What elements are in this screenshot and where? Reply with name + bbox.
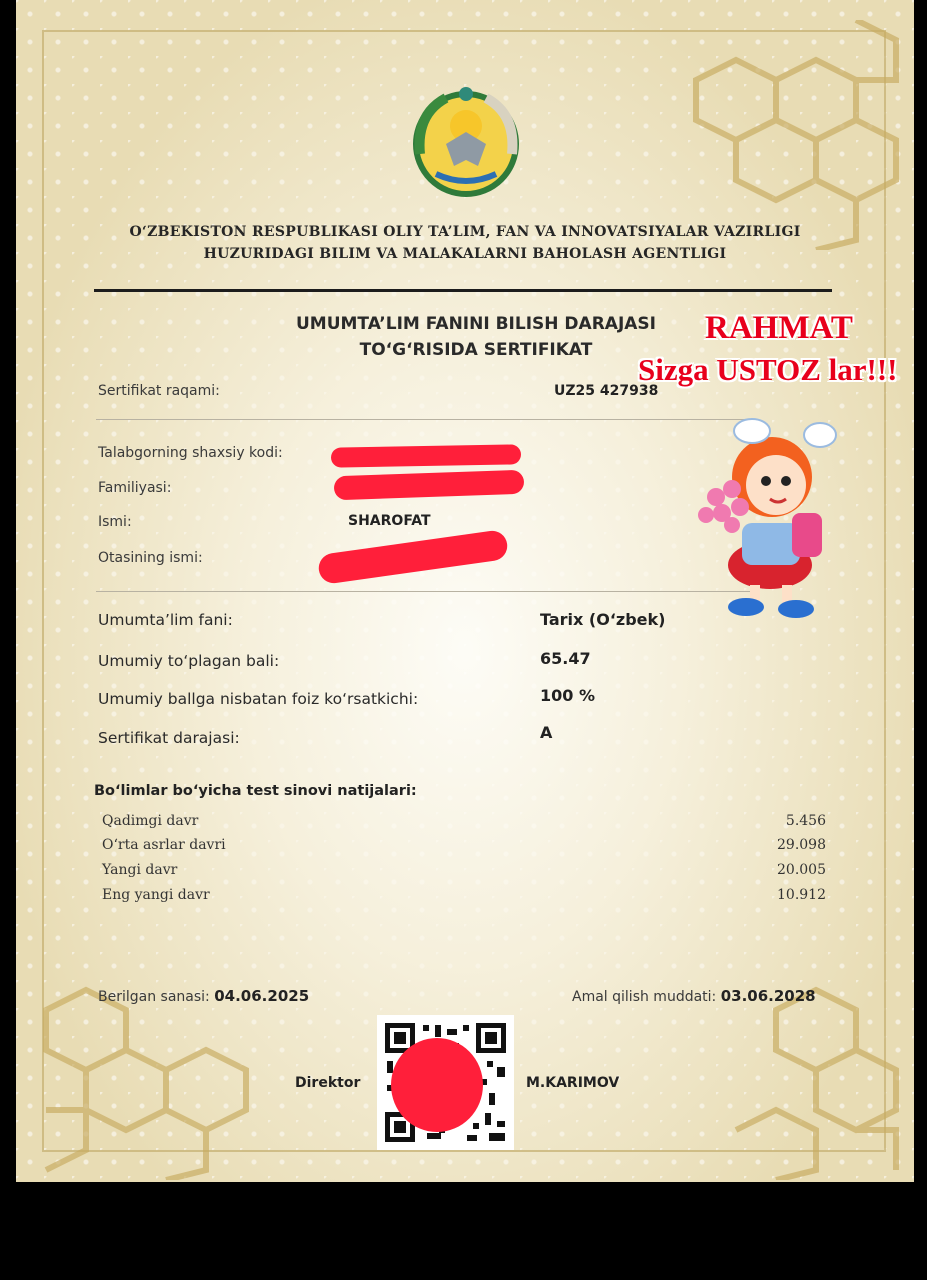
total-score-label: Umumiy to‘plagan bali: bbox=[98, 652, 280, 670]
divider-1 bbox=[96, 419, 754, 420]
cartoon-girl-sticker-icon bbox=[692, 405, 842, 625]
subject-label: Umumta’lim fani: bbox=[98, 611, 233, 629]
divider-2 bbox=[96, 591, 754, 592]
personal-code-label: Talabgorning shaxsiy kodi: bbox=[98, 445, 283, 461]
section-item-value: 5.456 bbox=[785, 813, 826, 829]
name-value: SHAROFAT bbox=[348, 513, 431, 529]
section-item-label: Qadimgi davr bbox=[102, 813, 199, 829]
patronymic-label: Otasining ismi: bbox=[98, 550, 203, 566]
name-label: Ismi: bbox=[98, 514, 132, 530]
corner-ornament-bottom-right bbox=[656, 950, 906, 1180]
total-score-value: 65.47 bbox=[540, 649, 591, 668]
section-item-label: Eng yangi davr bbox=[102, 887, 210, 903]
subject-value: Tarix (O‘zbek) bbox=[540, 610, 666, 629]
certificate-title-line-2: TO‘G‘RISIDA SERTIFIKAT bbox=[359, 340, 593, 360]
corner-ornament-top-right bbox=[656, 20, 906, 250]
certificate-number-label: Sertifikat raqami: bbox=[98, 383, 220, 399]
thanks-line-2: Sizga USTOZ lar!!! bbox=[638, 352, 898, 387]
valid-until-value: 03.06.2028 bbox=[720, 987, 816, 1005]
issued-date-label: Berilgan sanasi: bbox=[98, 989, 210, 1005]
valid-until bbox=[572, 987, 816, 1005]
section-item-value: 29.098 bbox=[777, 837, 826, 853]
grade-label: Sertifikat darajasi: bbox=[98, 729, 240, 747]
certificate-title-line-1: UMUMTA’LIM FANINI BILISH DARAJASI bbox=[295, 314, 656, 334]
grade-value: A bbox=[540, 723, 553, 742]
section-item-value: 20.005 bbox=[777, 862, 826, 878]
issued-date bbox=[98, 987, 309, 1005]
surname-label: Familiyasi: bbox=[98, 480, 172, 496]
section-item-label: Yangi davr bbox=[102, 862, 178, 878]
corner-ornament-bottom-left bbox=[36, 950, 286, 1180]
percent-value: 100 % bbox=[540, 686, 595, 705]
qr-redaction bbox=[391, 1038, 483, 1132]
director-label: Direktor bbox=[295, 1075, 361, 1091]
agency-line-2: HUZURIDAGI BILIM VA MALAKALARNI BAHOLASH AGENTLIGI bbox=[203, 246, 727, 262]
issued-date-value: 04.06.2025 bbox=[214, 987, 310, 1005]
qr-code bbox=[377, 1015, 514, 1150]
header-divider bbox=[94, 289, 832, 292]
state-emblem-icon bbox=[406, 84, 526, 199]
section-item-label: O‘rta asrlar davri bbox=[102, 837, 226, 853]
thanks-line-1: RAHMAT bbox=[705, 310, 853, 346]
valid-until-label: Amal qilish muddati: bbox=[572, 989, 717, 1005]
section-item-value: 10.912 bbox=[777, 887, 826, 903]
agency-line-1: O‘ZBEKISTON RESPUBLIKASI OLIY TA’LIM, FAN VA INNOVATSIYALAR VAZIRLIGI bbox=[129, 224, 801, 240]
certificate-number-value: UZ25 427938 bbox=[554, 383, 659, 399]
percent-label: Umumiy ballga nisbatan foiz ko‘rsatkichi: bbox=[98, 690, 419, 708]
director-name: M.KARIMOV bbox=[526, 1075, 620, 1091]
personal-code-redaction bbox=[331, 444, 521, 467]
qr-code-icon bbox=[377, 1015, 514, 1150]
sections-heading: Bo‘limlar bo‘yicha test sinovi natijalari: bbox=[94, 783, 417, 799]
